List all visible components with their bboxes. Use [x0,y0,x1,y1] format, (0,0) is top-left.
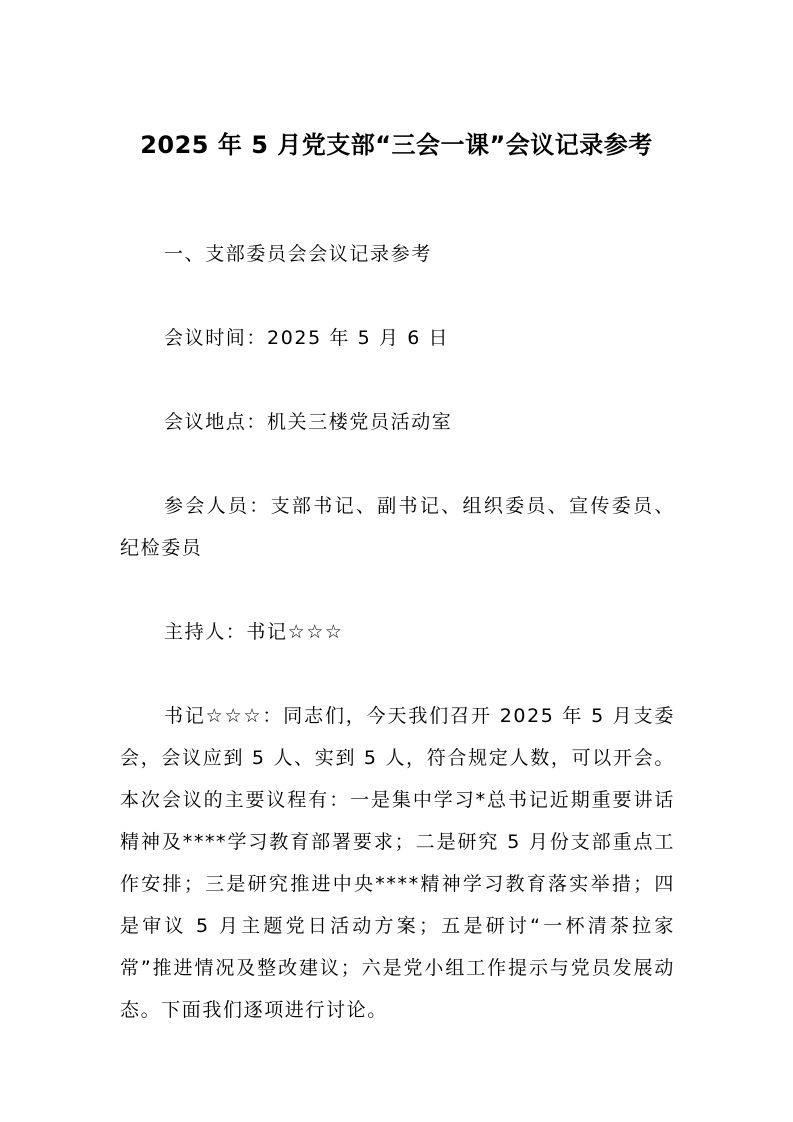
meeting-place: 会议地点：机关三楼党员活动室 [164,411,453,433]
opening-remarks: 书记☆☆☆：同志们，今天我们召开 2025 年 5 月支委会，会议应到 5 人、实到 5 人，符合规定人数，可以开会。本次会议的主要议程有：一是集中学习*总书记近期重要讲话精神及****学习教育部署要求；二是研究 5 月份支部重点工作安排；三是研究推进中央****精神学习教育落实举措；四是审议 5 月主题党日活动方案；五是研讨“一杯清茶拉家常”推进情况及整改建议；六是党小组工作提示与党员发展动态。下面我们逐项进行讨论。 [120,705,675,1021]
page-title: 2025 年 5 月党支部“三会一课”会议记录参考 [140,131,653,159]
section-heading: 一、支部委员会会议记录参考 [164,243,432,265]
attendees: 参会人员：支部书记、副书记、组织委员、宣传委员、纪检委员 [120,495,675,559]
host: 主持人：书记☆☆☆ [164,621,344,643]
meeting-time: 会议时间：2025 年 5 月 6 日 [164,327,450,349]
